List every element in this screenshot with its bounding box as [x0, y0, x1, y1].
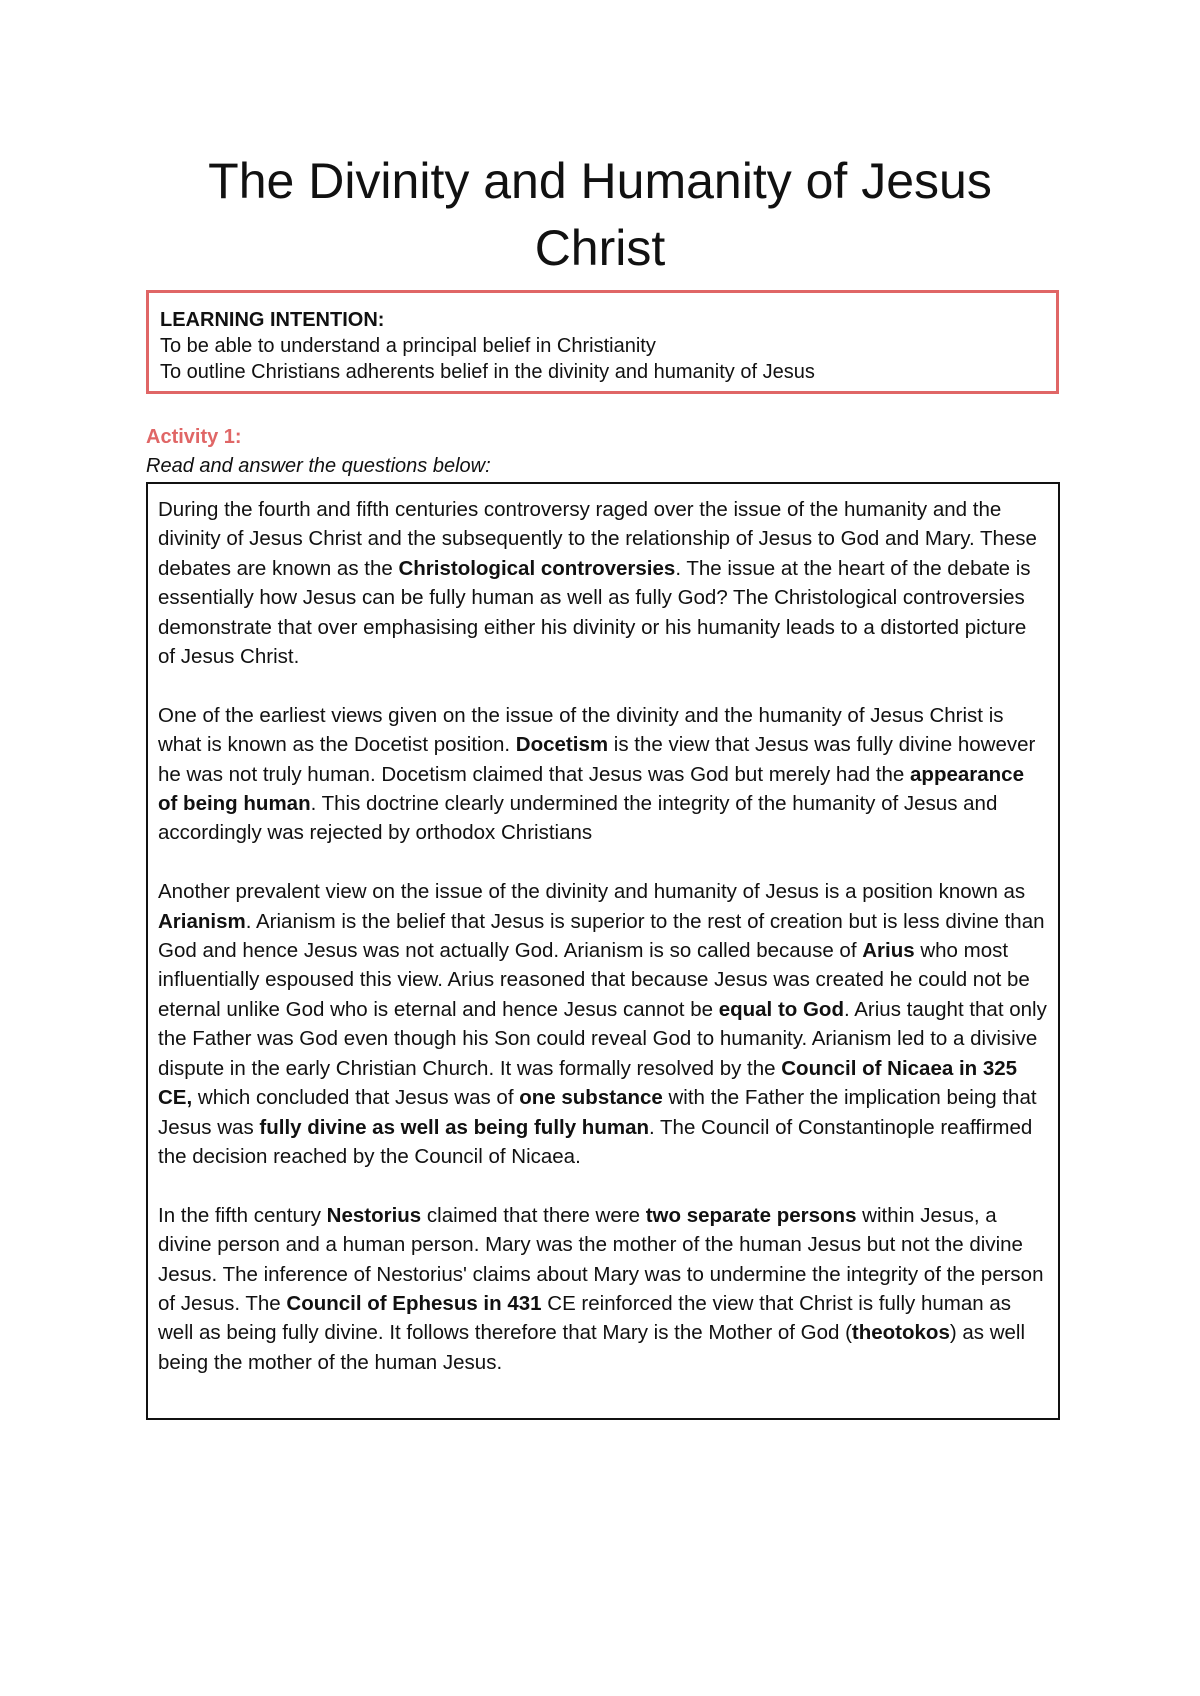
key-term: two separate persons: [645, 1203, 857, 1227]
learning-intention-box: [146, 290, 1059, 394]
key-term: equal to God: [718, 997, 844, 1021]
activity-heading: Activity 1:: [146, 426, 242, 448]
paragraph-text: . Arius taught that only the Father was God even though his Son could reveal God to humanity. Arianism led to a divisive dispute in the early Christian Church. It was formally resolved by the: [158, 997, 1047, 1080]
key-term: Nestorius: [326, 1203, 422, 1227]
key-term: fully divine as well as being fully human: [259, 1115, 649, 1139]
key-term: Arianism: [158, 909, 246, 933]
paragraph-text: In the fifth century: [158, 1203, 327, 1227]
paragraph-text: is the view that Jesus was fully divine however he was not truly human. Docetism claimed that Jesus was God but merely had the: [158, 733, 1036, 786]
key-term: theotokos: [851, 1321, 950, 1345]
paragraph-docetism: [158, 701, 1048, 848]
paragraph-text: within Jesus, a divine person and a human person. Mary was the mother of the human Jesus but not the divine Jesus. The inference of Nestorius' claims about Mary was to undermine the integrity of the person of Jesus. The: [158, 1203, 1044, 1315]
paragraph-text: which concluded that Jesus was of: [192, 1086, 520, 1110]
paragraph-text: Another prevalent view on the issue of the divinity and humanity of Jesus is a position known as: [158, 880, 1026, 904]
paragraph-christological-controversies: [158, 495, 1048, 671]
paragraph-nestorius: [158, 1201, 1048, 1377]
paragraph-arianism: [158, 877, 1048, 1171]
paragraph-text: . This doctrine clearly undermined the integrity of the humanity of Jesus and accordingly was rejected by orthodox Christians: [158, 792, 998, 845]
key-term: Docetism: [515, 733, 609, 757]
learning-intention-line-1: To be able to understand a principal belief in Christianity: [160, 335, 656, 357]
paragraph-text: ) as well being the mother of the human Jesus.: [158, 1321, 1026, 1374]
paragraph-text: . The Council of Constantinople reaffirmed the decision reached by the Council of Nicaea.: [158, 1115, 1033, 1168]
paragraph-text: claimed that there were: [421, 1203, 646, 1227]
paragraph-text: During the fourth and fifth centuries controversy raged over the issue of the humanity and the divinity of Jesus Christ and the subsequently to the relationship of Jesus to God and Mary. These debates are known as the: [158, 498, 1037, 580]
paragraph-text: with the Father the implication being that Jesus was: [158, 1086, 1037, 1139]
page-title: The Divinity and Humanity of Jesus Christ: [208, 153, 992, 276]
paragraph-text: who most influentially espoused this view. Arius reasoned that because Jesus was created he could not be eternal unlike God who is eternal and hence Jesus cannot be: [158, 939, 1030, 1021]
key-term: one substance: [519, 1086, 663, 1110]
key-term: Arius: [862, 939, 915, 963]
key-term: Christological controversies: [398, 556, 676, 580]
paragraph-text: . Arianism is the belief that Jesus is superior to the rest of creation but is less divine than God and hence Jesus was not actually God. Arianism is so called because of: [158, 909, 1045, 963]
paragraph-text: CE reinforced the view that Christ is fully human as well as being fully divine. It follows therefore that Mary is the Mother of God (: [158, 1291, 1011, 1345]
reading-passage-box: [146, 482, 1060, 1420]
learning-intention-line-2: To outline Christians adherents belief in the divinity and humanity of Jesus: [160, 361, 815, 383]
activity-instruction: Read and answer the questions below:: [146, 455, 491, 477]
paragraph-text: One of the earliest views given on the issue of the divinity and the humanity of Jesus Christ is what is known as the Docetist position.: [158, 703, 1004, 757]
key-term: Council of Nicaea in 325 CE,: [158, 1056, 1018, 1110]
key-term: appearance of being human: [158, 762, 1024, 816]
paragraph-text: . The issue at the heart of the debate is essentially how Jesus can be fully human as well as fully God? The Christological controversies demonstrate that over emphasising either his divinity or his humanity leads to a distorted picture of Jesus Christ.: [158, 556, 1031, 669]
key-term: Council of Ephesus in 431: [286, 1291, 542, 1315]
learning-intention-heading: LEARNING INTENTION:: [160, 309, 385, 331]
